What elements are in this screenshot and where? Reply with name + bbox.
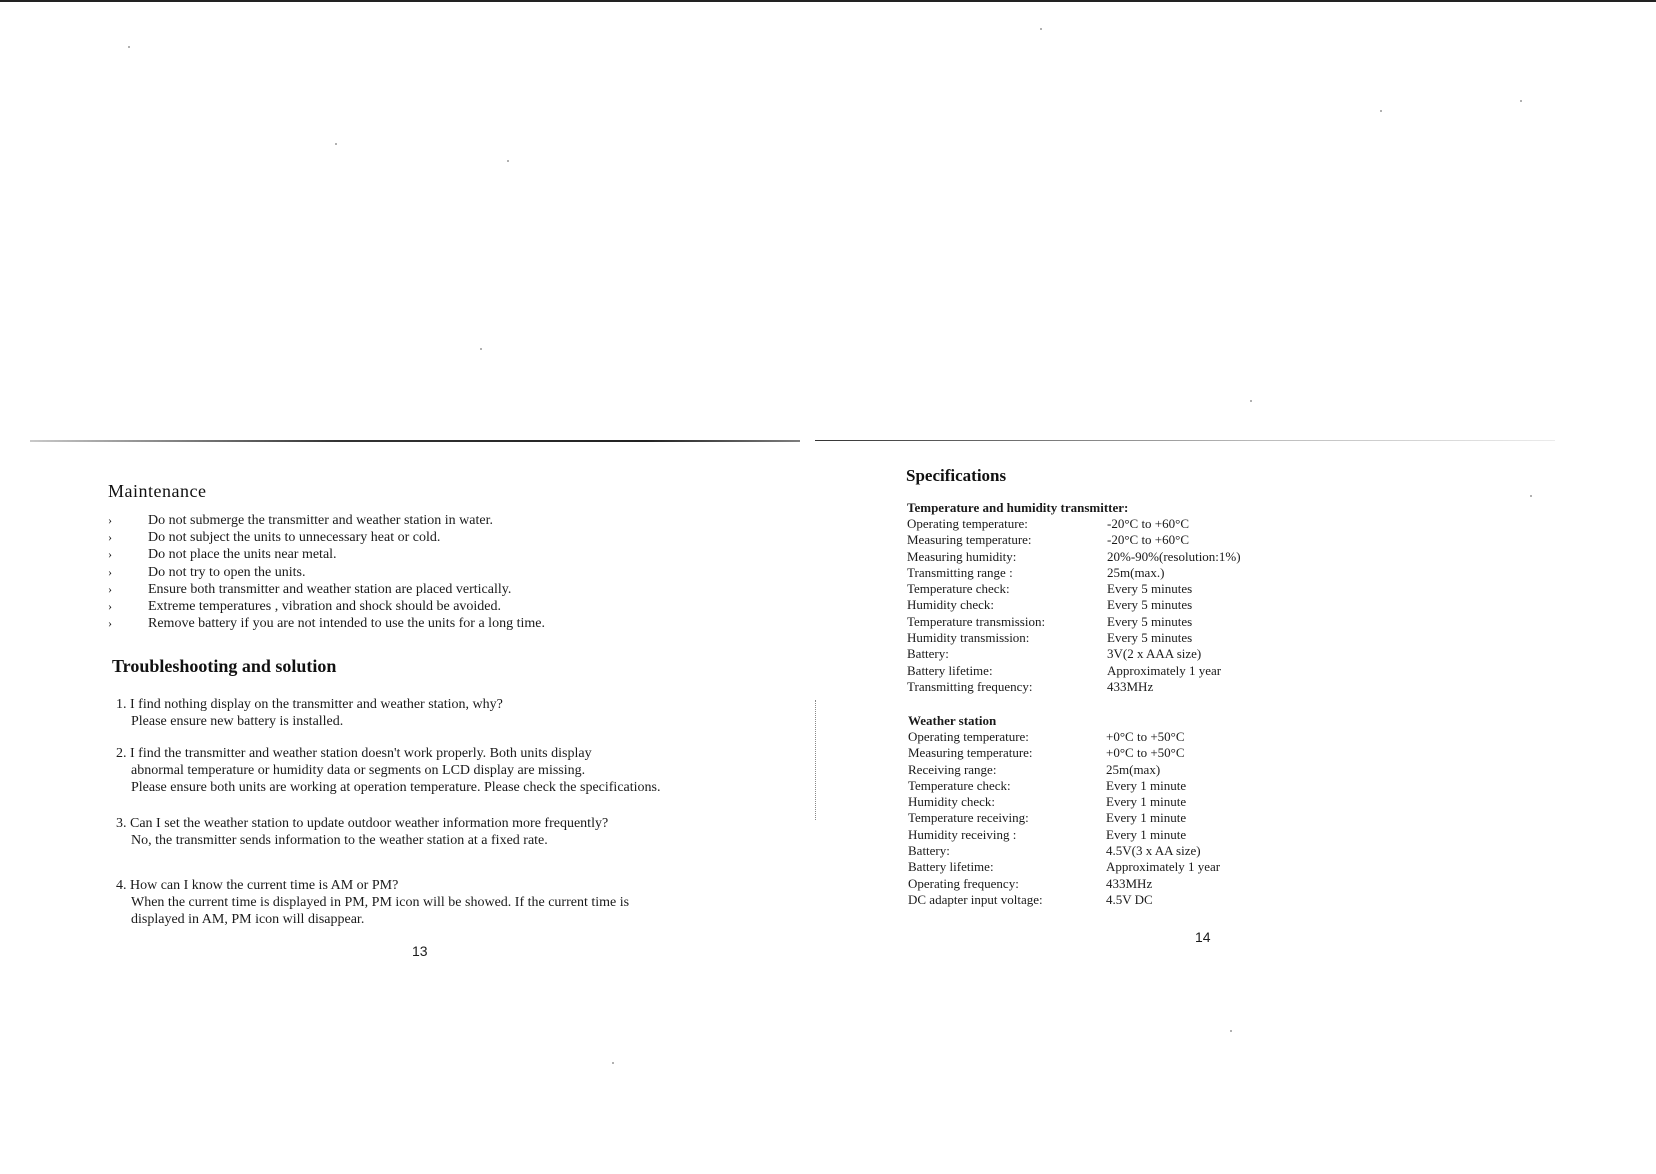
center-gutter-dots	[815, 700, 817, 820]
page-fold-line-right	[815, 440, 1555, 441]
list-item-text: Ensure both transmitter and weather station are placed vertically.	[148, 581, 512, 597]
spec-value: 433MHz	[1106, 875, 1153, 891]
spec-row	[908, 794, 1220, 810]
spec-value: 4.5V DC	[1106, 891, 1153, 907]
faq-answer-line: Please ensure new battery is installed.	[131, 714, 344, 729]
list-item-text: Do not subject the units to unnecessary heat or cold.	[148, 530, 441, 546]
list-item	[108, 581, 545, 598]
spec-value: Every 1 minute	[1106, 777, 1187, 793]
spec-label: Temperature check:	[908, 777, 1011, 793]
spec-row	[907, 549, 1241, 565]
spec-value: Approximately 1 year	[1107, 662, 1222, 678]
faq-answer-line: displayed in AM, PM icon will disappear.	[131, 912, 365, 927]
spec-value: Every 1 minute	[1106, 794, 1187, 810]
spec-row	[908, 876, 1220, 892]
spec-label: Operating temperature:	[907, 516, 1028, 531]
faq-answer-line: When the current time is displayed in PM, PM icon will be showed. If the current time is	[131, 895, 630, 910]
list-item-text: Do not submerge the transmitter and weather station in water.	[148, 513, 493, 528]
spec-row	[907, 614, 1241, 630]
spec-label: Battery lifetime:	[908, 859, 994, 875]
spec-label: Humidity check:	[907, 597, 995, 613]
troubleshooting-heading: Troubleshooting and solution	[112, 656, 337, 676]
spec-label: Humidity receiving :	[908, 826, 1017, 842]
spec-row	[908, 843, 1220, 859]
spec-value: 4.5V(3 x AA size)	[1106, 843, 1201, 859]
spec-value: 20%-90%(resolution:1%)	[1107, 548, 1241, 564]
spec-value: Every 1 minute	[1106, 810, 1187, 826]
spec-label: Battery:	[908, 843, 950, 859]
bullet-arrow-icon: ›	[108, 530, 112, 545]
scan-speck	[128, 46, 130, 48]
list-item-text: Do not try to open the units.	[148, 564, 306, 580]
bullet-arrow-icon: ›	[108, 547, 112, 562]
page-number-left: 13	[412, 943, 428, 959]
spec-row	[908, 810, 1220, 826]
spec-row	[908, 892, 1220, 908]
spec-row	[907, 597, 1241, 613]
spec-value: +0°C to +50°C	[1106, 745, 1185, 761]
spec-label: Measuring temperature:	[908, 745, 1033, 761]
spec-label: Operating frequency:	[908, 875, 1019, 891]
scan-speck	[335, 143, 337, 145]
list-item	[108, 615, 545, 632]
spec-value: Every 5 minutes	[1107, 597, 1193, 613]
spec-label: Measuring temperature:	[907, 532, 1032, 548]
spec-row	[907, 679, 1241, 695]
scan-speck	[1250, 400, 1252, 402]
spec-row	[907, 565, 1241, 581]
spec-row	[907, 630, 1241, 646]
spec-row	[907, 581, 1241, 597]
spec-value: +0°C to +50°C	[1106, 729, 1185, 744]
spec-value: Every 5 minutes	[1107, 581, 1193, 597]
scan-speck	[1040, 28, 1042, 30]
spec-label: Battery lifetime:	[907, 662, 993, 678]
bullet-arrow-icon: ›	[108, 616, 112, 631]
spec-value: Every 5 minutes	[1107, 630, 1193, 646]
page-number-right: 14	[1195, 929, 1211, 945]
spec-label: Temperature receiving:	[908, 810, 1029, 826]
spec-row	[907, 646, 1241, 662]
spec-value: -20°C to +60°C	[1107, 516, 1190, 531]
spec-row	[907, 663, 1241, 679]
spec-value: 433MHz	[1107, 678, 1154, 694]
scan-speck	[480, 348, 482, 350]
scan-speck	[1520, 100, 1522, 102]
spec-label: Measuring humidity:	[907, 548, 1017, 564]
spec-value: Every 1 minute	[1106, 826, 1187, 842]
scan-speck	[1380, 110, 1382, 112]
bullet-arrow-icon: ›	[108, 598, 112, 613]
faq-answer-line: abnormal temperature or humidity data or segments on LCD display are missing.	[131, 763, 586, 778]
spec-label: Transmitting frequency:	[907, 678, 1033, 694]
faq-item	[116, 745, 660, 796]
maintenance-heading: Maintenance	[108, 481, 207, 501]
scan-top-edge-line	[0, 0, 1656, 2]
spec-label: Humidity transmission:	[907, 630, 1030, 646]
spec-row	[908, 762, 1220, 778]
faq-answer-line: No, the transmitter sends information to the weather station at a fixed rate.	[131, 833, 548, 848]
list-item	[108, 598, 545, 615]
spec-row	[908, 745, 1220, 761]
spec-value: -20°C to +60°C	[1107, 532, 1190, 548]
scan-speck	[1530, 495, 1532, 497]
faq-question: 2. I find the transmitter and weather station doesn't work properly. Both units display	[116, 746, 592, 761]
spec-value: 25m(max)	[1106, 761, 1161, 777]
bullet-arrow-icon: ›	[108, 564, 112, 579]
spec-label: Operating temperature:	[908, 729, 1029, 744]
spec-label: Receiving range:	[908, 761, 997, 777]
spec-row	[907, 532, 1241, 548]
list-item-text: Extreme temperatures , vibration and shock should be avoided.	[148, 598, 502, 614]
bullet-arrow-icon: ›	[108, 513, 112, 527]
page-fold-line-left	[30, 440, 800, 442]
list-item	[108, 512, 545, 529]
list-item-text: Remove battery if you are not intended to use the units for a long time.	[148, 616, 545, 632]
faq-question: 4. How can I know the current time is AM or PM?	[116, 878, 399, 893]
faq-item	[116, 877, 629, 928]
spec-label: Transmitting range :	[907, 564, 1013, 580]
faq-question: 1. I find nothing display on the transmitter and weather station, why?	[116, 697, 503, 712]
spec-value: 3V(2 x AAA size)	[1107, 646, 1202, 662]
maintenance-list	[108, 512, 545, 632]
spec-row	[907, 516, 1241, 532]
scan-speck	[1230, 1030, 1232, 1032]
spec-value: 25m(max.)	[1107, 564, 1165, 580]
spec-group-weather-station	[908, 713, 1220, 908]
scan-speck	[507, 160, 509, 162]
faq-item	[116, 815, 608, 849]
spec-group-title: Weather station	[908, 713, 997, 728]
faq-item	[116, 696, 503, 730]
specifications-heading: Specifications	[906, 466, 1007, 485]
spec-row	[908, 859, 1220, 875]
spec-group-transmitter	[907, 500, 1241, 695]
spec-group-title: Temperature and humidity transmitter:	[907, 500, 1129, 515]
list-item	[108, 564, 545, 581]
spec-label: Humidity check:	[908, 794, 996, 810]
scan-speck	[612, 1062, 614, 1064]
faq-answer-line: Please ensure both units are working at operation temperature. Please check the specifications.	[131, 780, 661, 795]
spec-row	[908, 827, 1220, 843]
list-item-text: Do not place the units near metal.	[148, 547, 337, 563]
list-item	[108, 529, 545, 546]
faq-question: 3. Can I set the weather station to update outdoor weather information more frequently?	[116, 816, 609, 831]
spec-label: DC adapter input voltage:	[908, 891, 1043, 907]
bullet-arrow-icon: ›	[108, 581, 112, 596]
spec-label: Battery:	[907, 646, 949, 662]
spec-label: Temperature transmission:	[907, 613, 1046, 629]
spec-value: Approximately 1 year	[1106, 859, 1221, 875]
spec-value: Every 5 minutes	[1107, 613, 1193, 629]
list-item	[108, 546, 545, 563]
spec-label: Temperature check:	[907, 581, 1010, 597]
spec-row	[908, 729, 1220, 745]
spec-row	[908, 778, 1220, 794]
